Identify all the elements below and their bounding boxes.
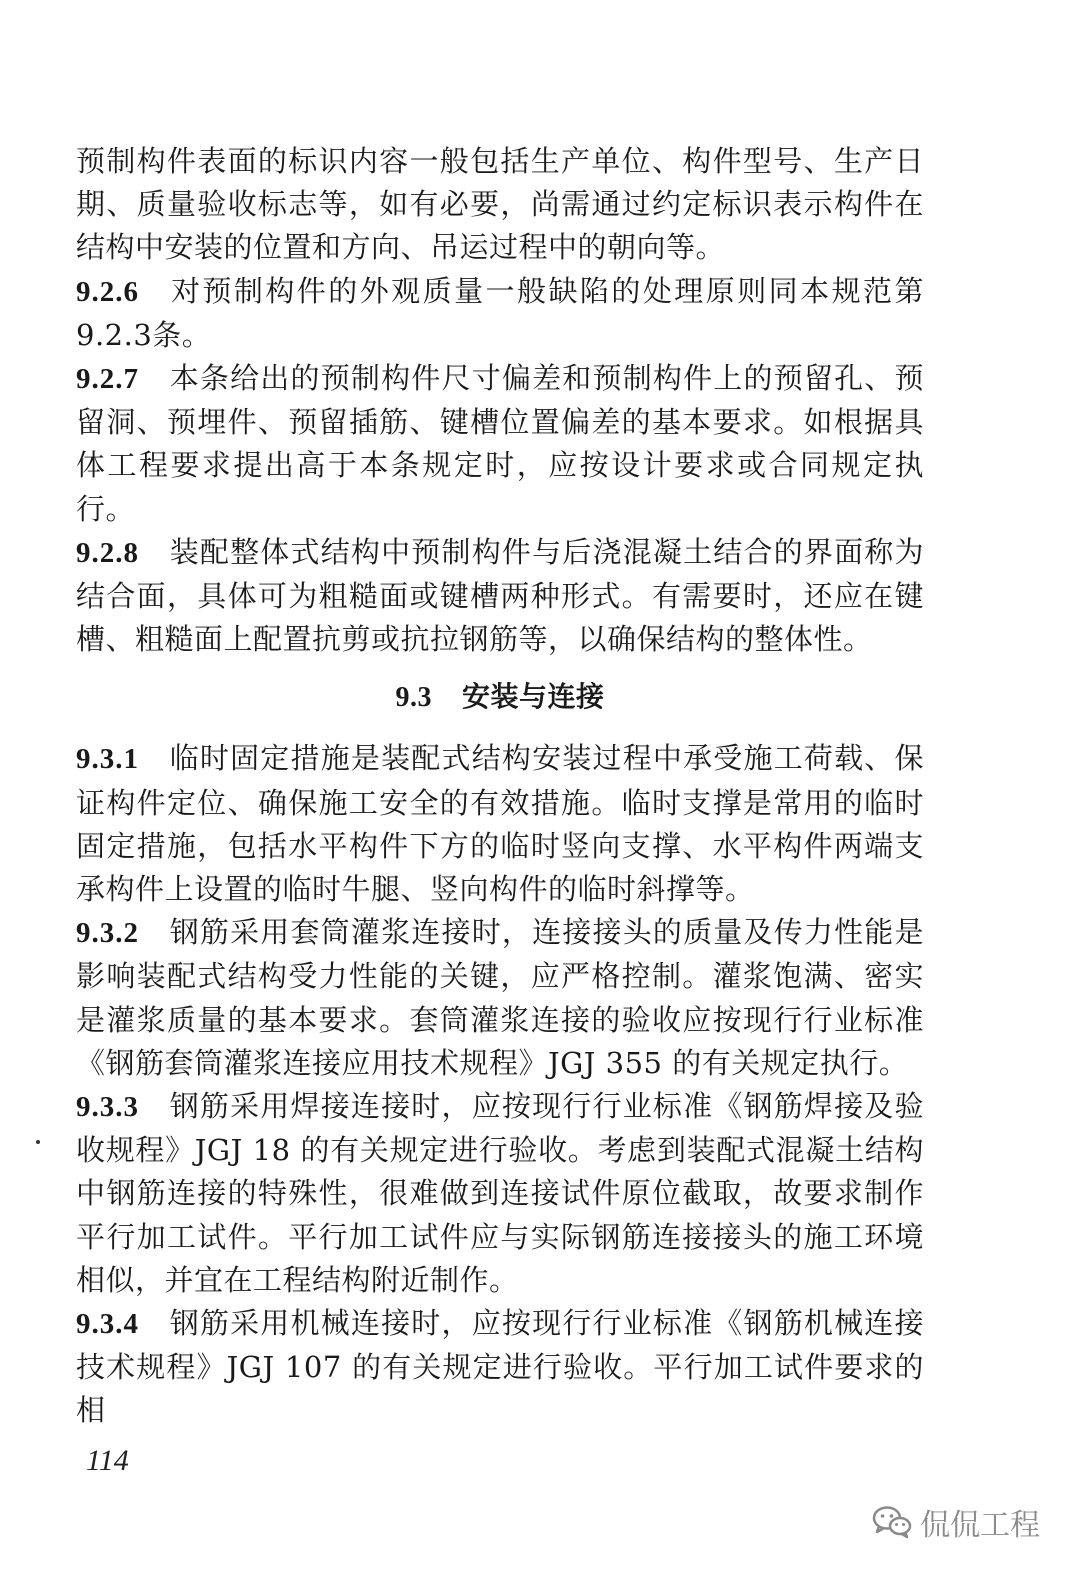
wechat-icon [872,1505,912,1539]
section-number: 9.3 [395,682,432,714]
clause-9-3-3 [76,1085,924,1302]
stray-mark [36,1140,40,1144]
clause-9-3-2 [76,911,924,1085]
clause-number: 9.3.2 [76,917,139,950]
section-heading [76,675,924,719]
clause-9-3-4 [76,1302,924,1433]
clause-number: 9.3.4 [76,1308,139,1341]
watermark-text: 侃侃工程 [920,1508,1040,1543]
clause-text: 钢筋采用套筒灌浆连接时，连接接头的质量及传力性能是影响装配式结构受力性能的关键，应严格控制。灌浆饱满、密实是灌浆质量的基本要求。套筒灌浆连接的验收应按现行行业标准《钢筋套筒灌浆连接应用技术规程》JGJ 355 的有关规定执行。 [76,915,924,1080]
clause-text: 装配整体式结构中预制构件与后浇混凝土结合的界面称为结合面，具体可为粗糙面或键槽两种形式。有需要时，还应在键槽、粗糙面上配置抗剪或抗拉钢筋等，以确保结构的整体性。 [76,534,924,657]
page-number: 114 [86,1444,129,1477]
clause-number: 9.2.8 [76,536,139,569]
section-title: 安装与连接 [461,680,605,714]
clause-text: 本条给出的预制构件尺寸偏差和预制构件上的预留孔、预留洞、预埋件、预留插筋、键槽位置偏差的基本要求。如根据具体工程要求提出高于本条规定时，应按设计要求或合同规定执行。 [76,361,924,526]
watermark [872,1500,1040,1544]
intro-paragraph [76,140,924,270]
clause-text: 钢筋采用机械连接时，应按现行行业标准《钢筋机械连接技术规程》JGJ 107 的有关规定进行验收。平行加工试件要求的相 [76,1306,924,1428]
clause-9-2-7 [76,357,924,531]
clause-number: 9.3.3 [76,1091,139,1124]
clause-number: 9.2.6 [76,275,139,308]
clause-number: 9.2.7 [76,363,139,396]
clause-9-2-8 [76,531,924,662]
clause-text: 对预制构件的外观质量一般缺陷的处理原则同本规范第9.2.3条。 [76,273,924,352]
clause-number: 9.3.1 [76,743,139,776]
clause-text: 钢筋采用焊接连接时，应按现行行业标准《钢筋焊接及验收规程》JGJ 18 的有关规定进行验收。考虑到装配式混凝土结构中钢筋连接的特殊性，很难做到连接试件原位截取，故要求制作平行加工试件。平行加工试件应与实际钢筋连接接头的施工环境相似，并宜在工程结构附近制作。 [76,1089,924,1297]
clause-9-3-1 [76,737,924,911]
intro-text: 预制构件表面的标识内容一般包括生产单位、构件型号、生产日期、质量验收标志等，如有必要，尚需通过约定标识表示构件在结构中安装的位置和方向、吊运过程中的朝向等。 [76,144,924,265]
clause-9-2-6 [76,270,924,357]
clause-text: 临时固定措施是装配式结构安装过程中承受施工荷载、保证构件定位、确保施工安全的有效措施。临时支撑是常用的临时固定措施，包括水平构件下方的临时竖向支撑、水平构件两端支承构件上设置的临时牛腿、竖向构件的临时斜撑等。 [76,741,924,907]
body-text [76,140,924,1433]
